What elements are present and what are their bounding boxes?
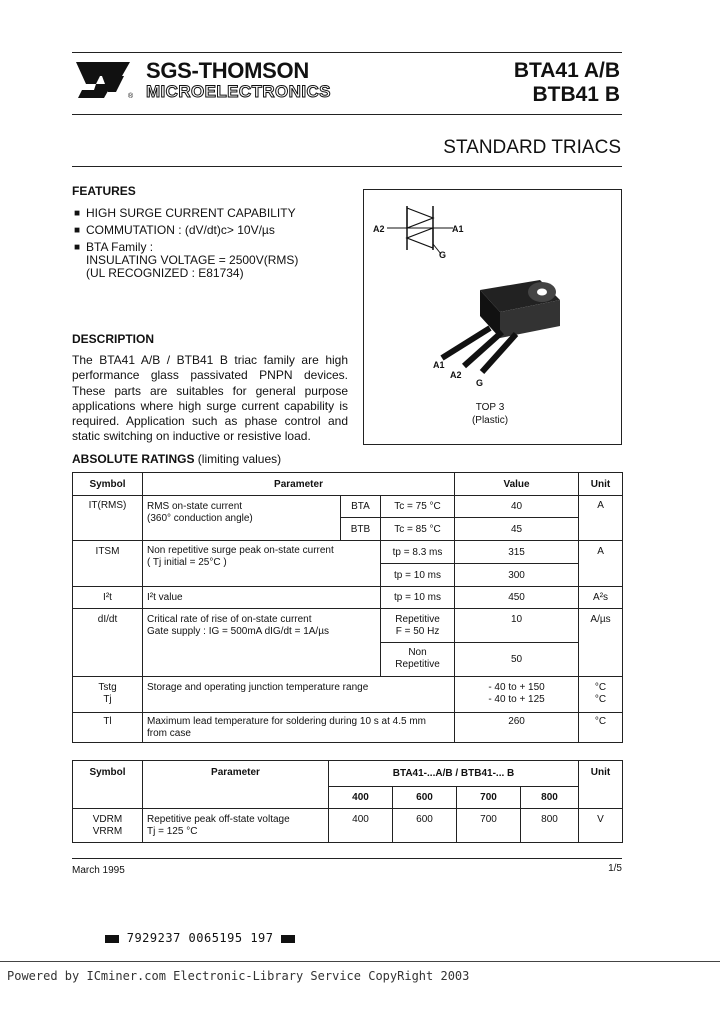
division-name: MICROELECTRONICS (146, 82, 331, 101)
vt-unit: V (579, 809, 623, 843)
feature-3b: INSULATING VOLTAGE = 2500V(RMS) (86, 253, 299, 267)
ratings-heading-text: ABSOLUTE RATINGS (72, 452, 195, 466)
cond-text: F = 50 Hz (395, 626, 440, 637)
cond-text: Non (408, 647, 427, 658)
barcode (105, 931, 295, 945)
vt-val-800: 800 (521, 809, 579, 843)
unit-i2t: A²s (579, 587, 623, 609)
param-text: Non repetitive surge peak on-state current (147, 545, 334, 556)
symbol-text: VDRM (92, 814, 123, 825)
part-number-2: BTB41 B (532, 83, 620, 106)
footer-rule (72, 858, 622, 859)
symbol-didt: dI/dt (73, 609, 143, 677)
feature-3a: BTA Family : (86, 240, 154, 254)
cond-text: Repetitive (395, 659, 440, 670)
val-temp (455, 677, 579, 713)
table-row (73, 587, 623, 609)
cond-itsm-2: tp = 10 ms (381, 564, 455, 587)
bullet-icon: ■ (74, 208, 81, 219)
footer-page: 1/5 (608, 863, 622, 874)
header-rule (72, 114, 622, 115)
voltage-table (72, 760, 623, 843)
package-type: (Plastic) (471, 415, 509, 426)
table-row (73, 609, 623, 643)
barcode-block-icon (281, 935, 295, 943)
powered-by: Powered by ICminer.com Electronic-Library Service CopyRight 2003 (7, 969, 470, 983)
pin-label: G (439, 250, 447, 260)
cond-didt-2 (381, 643, 455, 677)
unit-temp (579, 677, 623, 713)
vt-col-symbol: Symbol (73, 761, 143, 809)
param-i2t: I²t value (143, 587, 381, 609)
doc-title: STANDARD TRIACS (443, 137, 621, 158)
vt-col-part: BTA41-...A/B / BTB41-... B (329, 761, 579, 787)
bullet-icon: ■ (74, 225, 81, 236)
table-row (73, 713, 623, 743)
pin-label: A1 (452, 224, 464, 234)
pin-label: A1 (433, 360, 445, 370)
unit-itsm: A (579, 541, 623, 587)
table-row (73, 677, 623, 713)
table-row (73, 496, 623, 518)
table-row (73, 809, 623, 843)
val-tl: 260 (455, 713, 579, 743)
ratings-body-table (72, 472, 623, 743)
part-number-1: BTA41 A/B (513, 59, 620, 82)
unit-text: °C (594, 682, 607, 693)
footer-date: March 1995 (72, 865, 125, 876)
cond-i2t: tp = 10 ms (381, 587, 455, 609)
vt-sub-700: 700 (457, 787, 521, 809)
title-rule (72, 166, 622, 167)
param-text: from case (147, 728, 191, 739)
table-header-row (73, 761, 623, 787)
cond-bta: Tc = 75 °C (381, 496, 455, 518)
symbol-text: Tj (103, 694, 112, 705)
ratings-subheading: (limiting values) (197, 452, 282, 466)
description-paragraph: The BTA41 A/B / BTB41 B triac family are high performance glass passivated PNPN devices. These parts are suitables for general purpose applications where high surge current capability is required. Application such as phase control and static switching on inductive or resistive load. (72, 353, 348, 444)
company-name: SGS-THOMSON (146, 58, 309, 83)
header-parameter: Parameter (143, 473, 455, 496)
param-temp: Storage and operating junction temperature range (143, 677, 455, 713)
param-text: RMS on-state current (147, 501, 243, 512)
feature-3c: (UL RECOGNIZED : E81734) (86, 266, 244, 280)
val-bta: 40 (455, 496, 579, 518)
symbol-text: VRRM (92, 826, 123, 837)
pin-label: G (476, 378, 484, 388)
pin-label: A2 (373, 224, 385, 234)
symbol-tl: Tl (73, 713, 143, 743)
symbol-i2t: I²t (73, 587, 143, 609)
vt-sub-600: 600 (393, 787, 457, 809)
description-heading: DESCRIPTION (72, 332, 155, 346)
st-logo-icon (72, 58, 136, 100)
btb-label: BTB (341, 518, 381, 541)
cond-didt-1 (381, 609, 455, 643)
vt-col-parameter: Parameter (143, 761, 329, 809)
ratings-heading (72, 452, 281, 466)
unit-tl: °C (579, 713, 623, 743)
val-didt-1: 10 (455, 609, 579, 643)
symbol-itsm: ITSM (73, 541, 143, 587)
param-text: ( Tj initial = 25°C ) (147, 557, 227, 568)
bullet-icon: ■ (74, 242, 81, 253)
table-row (73, 541, 623, 564)
param-text: Gate supply : IG = 500mA dIG/dt = 1A/µs (147, 626, 329, 637)
param-text: Tj = 125 °C (147, 826, 198, 837)
val-i2t: 450 (455, 587, 579, 609)
symbol-itrms: IT(RMS) (73, 496, 143, 541)
top-rule (72, 52, 622, 53)
header-symbol: Symbol (73, 473, 143, 496)
vt-sub-800: 800 (521, 787, 579, 809)
vt-val-400: 400 (329, 809, 393, 843)
val-text: - 40 to + 125 (488, 694, 545, 705)
unit-text: °C (594, 694, 607, 705)
vt-symbol (73, 809, 143, 843)
symbol-text: Tstg (98, 682, 117, 693)
val-text: - 40 to + 150 (488, 682, 545, 693)
svg-text:®: ® (128, 93, 134, 100)
val-didt-2: 50 (455, 643, 579, 677)
vt-sub-400: 400 (329, 787, 393, 809)
param-text: Critical rate of rise of on-state current (147, 614, 312, 625)
pin-label: A2 (450, 370, 462, 380)
features-heading: FEATURES (72, 184, 136, 198)
param-text: Maximum lead temperature for soldering during 10 s at 4.5 mm (147, 716, 427, 727)
package-drawing-icon (430, 270, 580, 380)
param-text: Repetitive peak off-state voltage (147, 814, 290, 825)
header-unit: Unit (579, 473, 623, 496)
param-tl (143, 713, 455, 743)
vt-param (143, 809, 329, 843)
vt-val-700: 700 (457, 809, 521, 843)
cond-btb: Tc = 85 °C (381, 518, 455, 541)
unit-didt: A/µs (579, 609, 623, 677)
unit-itrms: A (579, 496, 623, 541)
val-itsm-2: 300 (455, 564, 579, 587)
description-text (72, 353, 348, 445)
header-value: Value (455, 473, 579, 496)
param-text: (360° conduction angle) (147, 513, 253, 524)
feature-2: COMMUTATION : (dV/dt)c> 10V/µs (86, 223, 275, 237)
barcode-text: 7929237 0065195 197 (126, 931, 274, 945)
symbol-temp (73, 677, 143, 713)
package-name: TOP 3 (475, 402, 505, 413)
barcode-block-icon (105, 935, 119, 943)
cond-itsm-1: tp = 8.3 ms (381, 541, 455, 564)
param-itsm (143, 541, 381, 587)
vt-val-600: 600 (393, 809, 457, 843)
separator (0, 961, 720, 962)
param-itrms (143, 496, 341, 541)
cond-text: Repetitive (395, 614, 440, 625)
val-btb: 45 (455, 518, 579, 541)
bta-label: BTA (341, 496, 381, 518)
feature-1: HIGH SURGE CURRENT CAPABILITY (86, 206, 296, 220)
val-itsm-1: 315 (455, 541, 579, 564)
vt-col-unit: Unit (579, 761, 623, 809)
param-didt (143, 609, 381, 677)
table-header-row (73, 473, 623, 496)
